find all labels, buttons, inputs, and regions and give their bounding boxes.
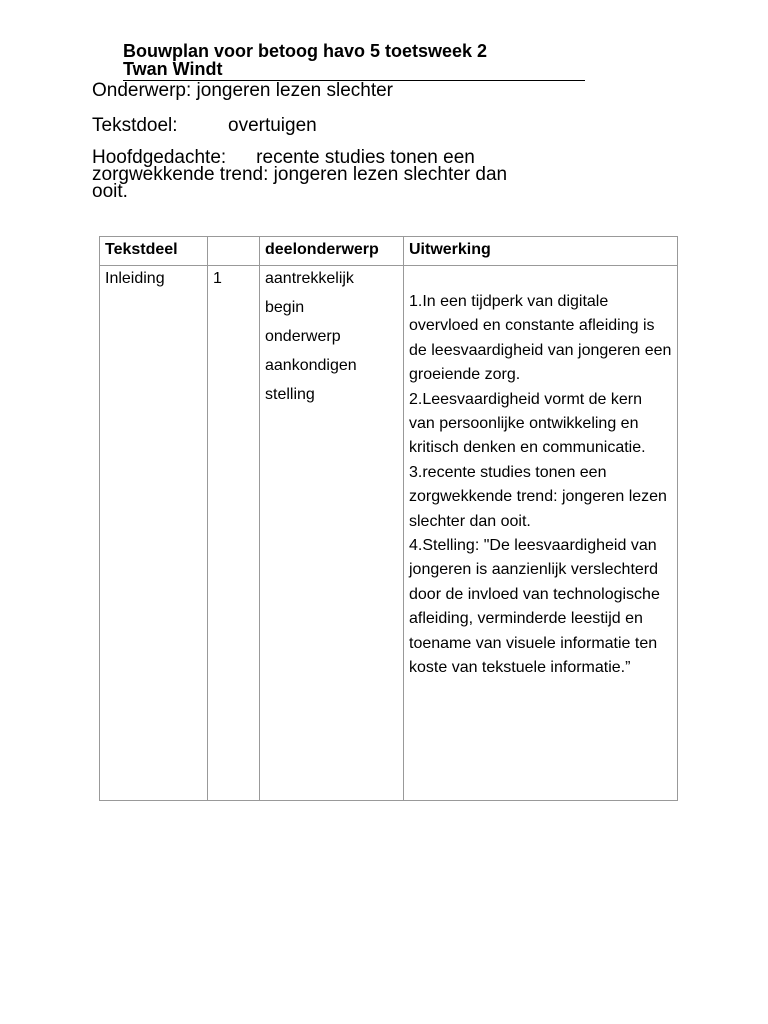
deelonderwerp-item: stelling <box>265 386 315 403</box>
tekstdoel-label: Tekstdoel: <box>92 115 178 136</box>
uitwerking-paragraph: 2.Leesvaardigheid vormt de kern van persoonlijke ontwikkeling en kritisch denken en communicatie. <box>409 390 646 457</box>
cell-uitwerking <box>404 266 678 801</box>
header-nummer <box>208 237 260 266</box>
cell-tekstdeel: Inleiding <box>100 266 208 801</box>
hoofdgedachte-text-3: ooit. <box>92 181 128 202</box>
document-title <box>123 42 585 81</box>
hoofdgedachte-text-1: recente studies tonen een <box>256 147 475 168</box>
uitwerking-paragraph: 4.Stelling: "De leesvaardigheid van jongeren is aanzienlijk verslechterd door de invloed van technologische afleiding, verminderde leestijd en toename van visuele informatie ten koste van tekstuele informatie.” <box>409 537 660 677</box>
header-tekstdeel: Tekstdeel <box>100 237 208 266</box>
hoofdgedachte-label: Hoofdgedachte: <box>92 147 227 168</box>
author-name: Twan Windt <box>123 59 223 79</box>
cell-deelonderwerp <box>260 266 404 801</box>
hoofdgedachte-text-2: zorgwekkende trend: jongeren lezen slechter dan <box>92 164 508 185</box>
cell-nummer: 1 <box>208 266 260 801</box>
table-header-row <box>100 237 678 266</box>
title-text: Bouwplan voor betoog havo 5 toetsweek 2 <box>123 41 488 61</box>
onderwerp-line: Onderwerp: jongeren lezen slechter <box>92 80 394 101</box>
deelonderwerp-item: aankondigen <box>265 357 357 374</box>
tekstdoel-value: overtuigen <box>228 115 317 136</box>
deelonderwerp-item: aantrekkelijk <box>265 270 354 287</box>
tekstdoel-line <box>92 115 317 136</box>
header-uitwerking: Uitwerking <box>404 237 678 266</box>
deelonderwerp-item: onderwerp <box>265 328 341 345</box>
table-row <box>100 266 678 801</box>
bouwplan-table <box>99 236 678 801</box>
uitwerking-paragraph: 3.recente studies tonen een zorgwekkende trend: jongeren lezen slechter dan ooit. <box>409 463 667 530</box>
header-deelonderwerp: deelonderwerp <box>260 237 404 266</box>
uitwerking-paragraph: 1.In een tijdperk van digitale overvloed en constante afleiding is de leesvaardigheid van jongeren een groeiende zorg. <box>409 293 672 384</box>
deelonderwerp-item: begin <box>265 299 305 316</box>
